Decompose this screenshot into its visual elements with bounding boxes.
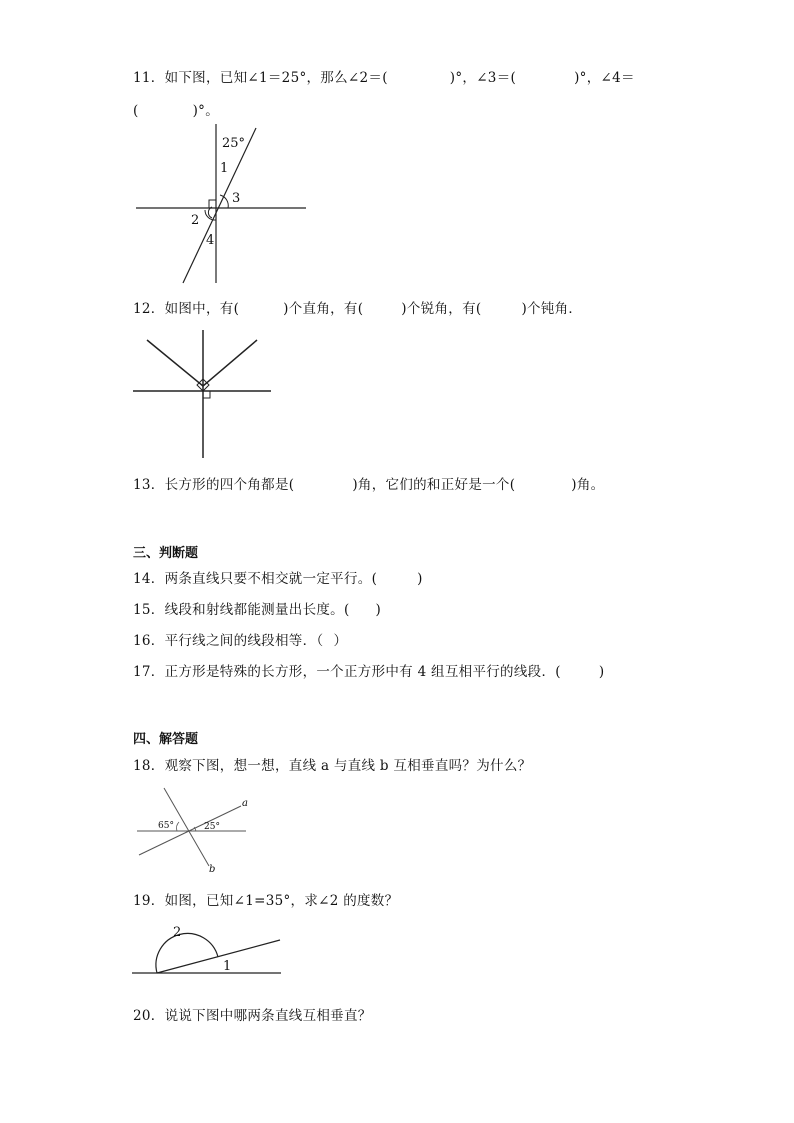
- angle-label-3: 3: [232, 191, 241, 206]
- slanted-line: [157, 940, 280, 973]
- q15-text: 15．线段和射线都能测量出长度。( ): [133, 602, 382, 618]
- q11-text-line2: ( )°。: [133, 103, 219, 119]
- angle-label-2: 2: [173, 925, 182, 940]
- line-label-a: a: [242, 798, 248, 809]
- q16-text: 16．平行线之间的线段相等．（ ）: [133, 633, 348, 649]
- q17-text: 17．正方形是特殊的长方形，一个正方形中有 4 组互相平行的线段．( ): [133, 664, 605, 680]
- section-title-answer: 四、解答题: [133, 732, 199, 747]
- angle-label-25: 25°: [222, 136, 246, 151]
- angle2-arc: [156, 933, 218, 973]
- section-title-judgment: 三、判断题: [133, 546, 199, 561]
- angle-label-1: 1: [223, 959, 232, 974]
- angle-label-1: 1: [220, 161, 229, 176]
- angle-label-65: 65°: [158, 821, 174, 831]
- q18-text: 18．观察下图，想一想，直线 a 与直线 b 互相垂直吗？为什么？: [133, 758, 532, 774]
- angle-label-2: 2: [191, 213, 200, 228]
- q13-text: 13．长方形的四个角都是( )角，它们的和正好是一个( )角。: [133, 477, 605, 493]
- angle-label-25: 25°: [204, 822, 220, 832]
- q19-text: 19．如图，已知∠1=35°，求∠2 的度数？: [133, 893, 399, 909]
- q12-text: 12．如图中，有( )个直角，有( )个锐角，有( )个钝角．: [133, 301, 583, 317]
- line-label-b: b: [209, 864, 216, 875]
- angle-label-4: 4: [206, 233, 215, 248]
- q11-text-line1: 11．如下图，已知∠1＝25°，那么∠2＝( )°，∠3＝( )°，∠4＝: [133, 70, 635, 86]
- q20-text: 20．说说下图中哪两条直线互相垂直？: [133, 1008, 372, 1024]
- q14-text: 14．两条直线只要不相交就一定平行。( ): [133, 571, 423, 587]
